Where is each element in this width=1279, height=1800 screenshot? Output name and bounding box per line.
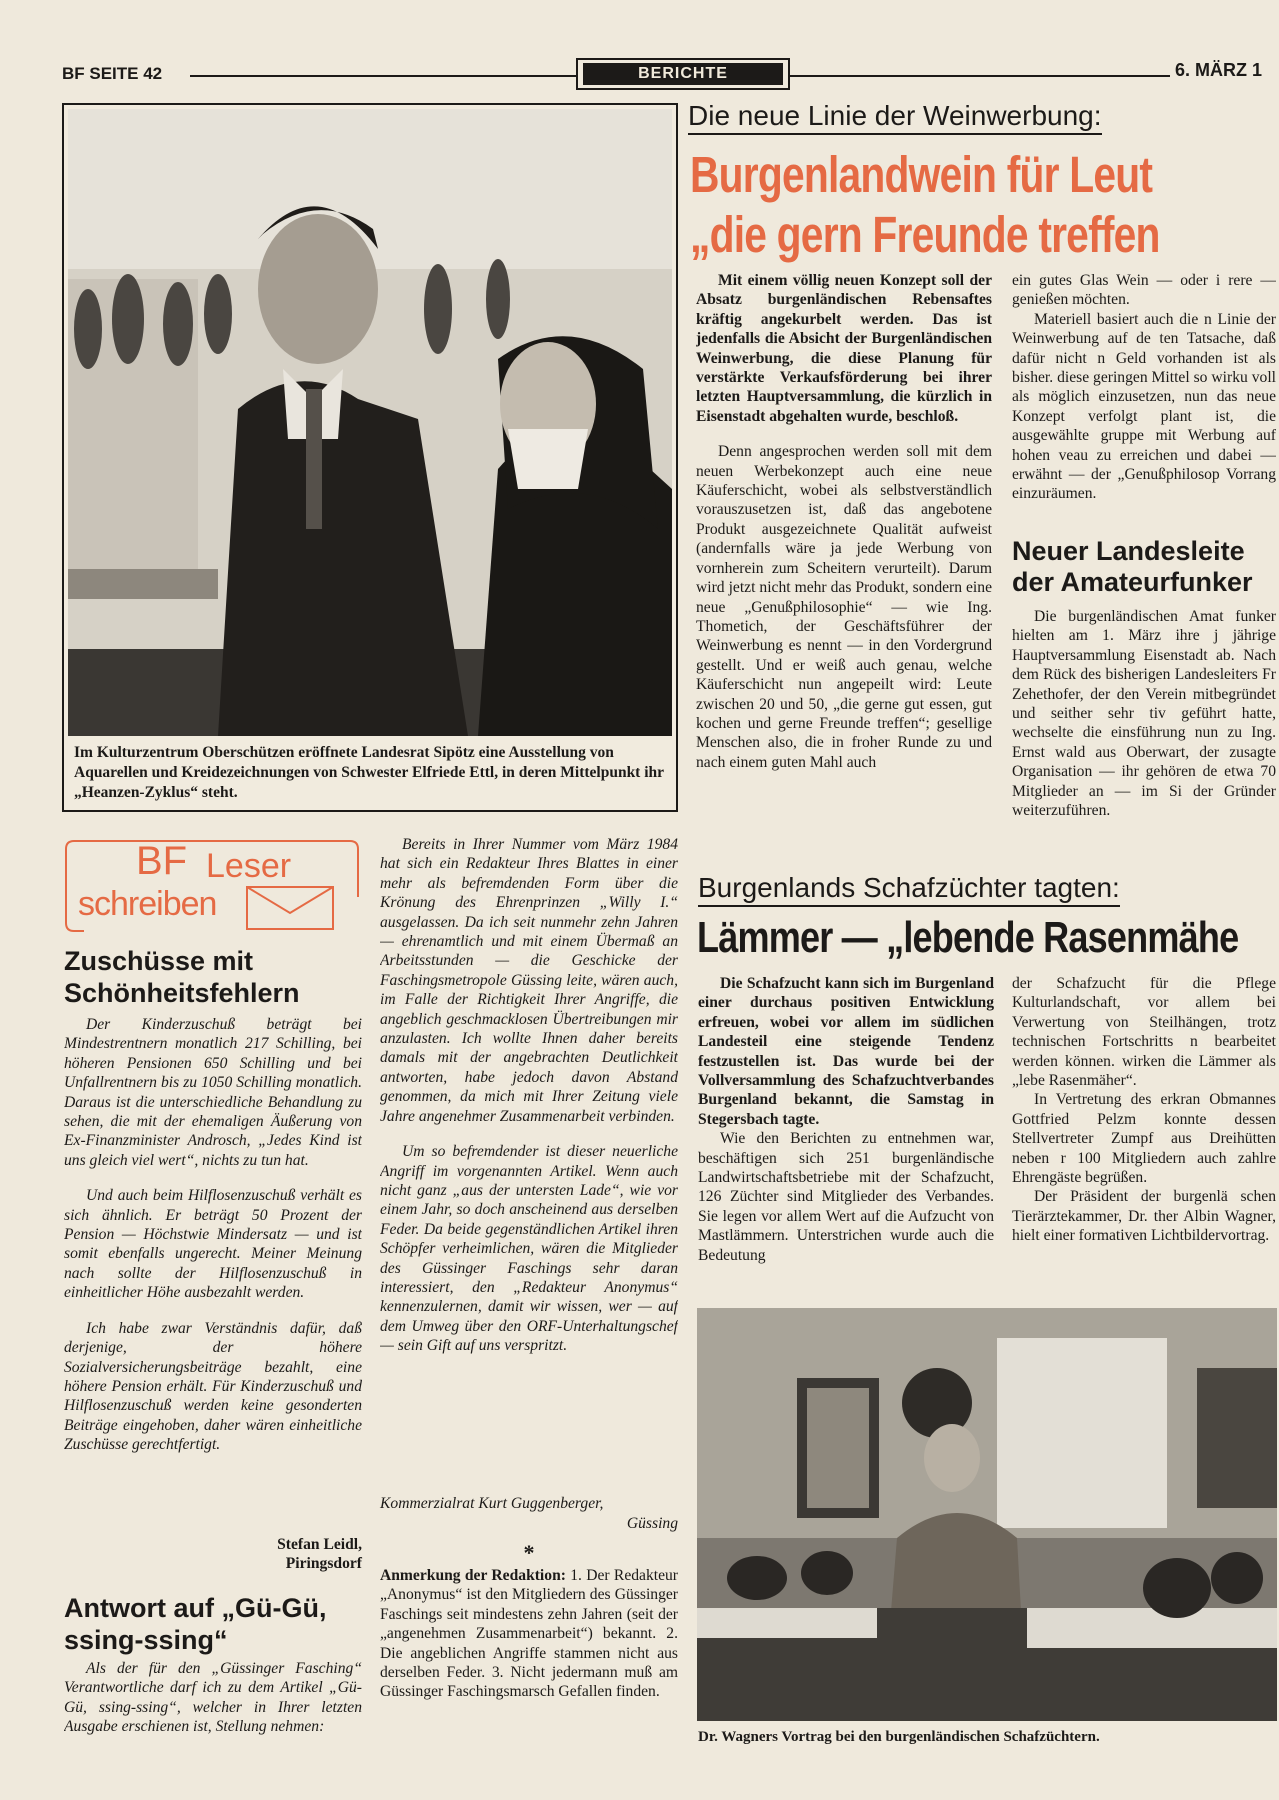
schaf-column-2: [1012, 974, 1276, 1290]
leser-headline-1: Zuschüsse mit Schönheitsfehlern: [64, 946, 300, 1008]
schaf-kicker: Burgenlands Schafzüchter tagten:: [698, 872, 1120, 907]
photo-schafzuechter-caption: Dr. Wagners Vortrag bei den burgenländischen Schafzüchtern.: [698, 1729, 1100, 1745]
leser-column-1b: [64, 1659, 362, 1759]
leser-schreiben-logo: [62, 837, 362, 935]
issue-date: 6. MÄRZ 1: [1175, 60, 1263, 80]
photo-schafzuechter-image: [697, 1308, 1277, 1721]
leser-sig-place: Piringsdorf: [285, 1555, 362, 1573]
wein-headline-line1: Burgenlandwein für Leut: [690, 146, 1153, 203]
redaktion-note: [380, 1566, 678, 1756]
photo-kulturzentrum-caption: Im Kulturzentrum Oberschützen eröffnete Landesrat Sipötz eine Ausstellung von Aquarellen und Kreidezeichnungen von Schwester Elfriede Ettl, in deren Mittelpunkt ihr „Heanzen-Zyklus“ steht.: [74, 744, 664, 801]
photo-schafzuechter: [697, 1308, 1277, 1721]
redaktion-note-text: 1. Der Redakteur „Anonymus“ ist den Mitgliedern des Güssinger Faschings seit mindestens zehn Jahren (seit der „angenehmen Zusammenarbeit“) bekannt. 2. Die angeblichen Angriffe stammen nicht aus derselben Feder. 3. Nicht jedermann muß am Güssinger Faschingsmarsch Gefallen finden.: [380, 1567, 678, 1701]
separator-star: *: [523, 1540, 535, 1565]
leser-p3: Ich habe zwar Verständnis dafür, daß derjenige, der höhere Sozialversicherungsbeiträge bezahlt, eine höhere Pension erhält. Für Kinderzuschuß und Hilflosenzuschuß werden keine gesonderten Beiträge eingehoben, daher wären einheitliche Zuschüsse gerechtfertigt.: [64, 1319, 362, 1454]
funker-headline-2: der Amateurfunker: [1012, 567, 1253, 597]
schaf-col2-a: der Schafzucht für die Pflege Kulturlandschaft, vor allem bei Verwertung von Steilhängen, trotz technischen Fortschritts n bearbeitet werden können. wirken die Lämmer als „lebe Rasenmäher“.: [1012, 975, 1276, 1090]
leser-sig-name: Stefan Leidl,: [277, 1536, 362, 1553]
photo-box-kulturzentrum: [62, 103, 678, 812]
photo-kulturzentrum-image: [68, 109, 672, 736]
leser-c2p2: Um so befremdender ist dieser neuerliche Angriff im vorgenannten Artikel. Wenn auch nicht ganz „aus der untersten Lade“, wie vor einem Jahr, so doch anscheinend aus derselben Feder. Da beide gegenständlichen Artikel ihren Schöpfer verheimlichen, wären die Mitglieder des Güssinger Faschings sehr daran interessiert, den „Redakteur Anonymus“ kennenzulernen, damit wir wissen, wer — auf dem Umweg über den ORF-Unterhaltungschef — sein Gift auf uns verspritzt.: [380, 1143, 678, 1355]
leser-p4: Als der für den „Güssinger Fasching“ Verantwortliche darf ich zu dem Artikel „Gü-Gü, ssing-ssing“, welcher in Ihrer letzten Ausgabe erschienen ist, Stellung nehmen:: [64, 1660, 362, 1736]
wein-col2-b: Materiell basiert auch die n Linie der Weinwerbung auf de ten Tatsache, daß dafür nicht n Geld vorhanden ist als bisher. diese geringen Mittel so wirku voll als möglich einzusetzen, nun das neue Konzept verfolgt plant ist, die ausgewählte gruppe mit Werbung auf hohen veau zu erreichen und dabei — erwähnt — der „Genußphilosop Vorrang einzuräumen.: [1012, 310, 1276, 503]
leser-signature-2: [380, 1494, 678, 1534]
leser-logo-bf: BF: [136, 839, 188, 883]
leser-logo-leser: Leser: [206, 847, 292, 885]
photo-kulturzentrum: [68, 109, 672, 736]
schaf-paragraph: Wie den Berichten zu entnehmen war, beschäftigen sich 251 burgenländische Landwirtschaftsbetriebe mit der Schafzucht, 126 Züchter sind Mitglieder des Verbandes. Sie legen vor allem Wert auf die Aufzucht von Mastlämmern. Unterstrichen wurde auch die Bedeutung: [698, 1130, 994, 1264]
leser-logo-schreiben: schreiben: [78, 885, 217, 923]
wein-headline-line2: „die gern Freunde treffen: [690, 206, 1160, 263]
schaf-column-1: [698, 974, 994, 1290]
leser-p2: Und auch beim Hilflosenzuschuß verhält es sich ähnlich. Er beträgt 50 Prozent der Pension — Höchstwie Mindersatz — und ist somit ebenfalls ungerecht. Meiner Meinung nach sollte der Hilflosenzuschuß in einheitlicher Höhe ausbezahlt werden.: [64, 1187, 362, 1302]
funker-body: Die burgenländischen Amat funker hielten am 1. März ihre j jährige Hauptversammlung Eisenstadt ab. Nach dem Rück des bisherigen Landesleiters Fr Zehethofer, der den Verein mitbegründet und seither sehr tiv geführt hatte, wechselte die einsführung nun zu Ing. Ernst wald aus Oberwart, der zusagte Organisation — ihr gehören de etwa 70 Mitglieder an — im Si der Gründer weiterzuführen.: [1012, 608, 1276, 820]
leser-headline-2: Antwort auf „Gü-Gü, ssing-ssing“: [64, 1593, 327, 1655]
wein-column-1: [696, 271, 992, 841]
leser-c2p1: Bereits in Ihrer Nummer vom März 1984 hat sich ein Redakteur Ihres Blattes in einer mehr als befremdenden Form über die Krönung des Ehrenprinzen „Willy I.“ ausgelassen. Da ich seit nunmehr zehn Jahren — ehrenamtlich und mit einem Übermaß an Arbeitsstunden — die Geschicke der Faschingsmetropole Güssing leite, wären auch, im Falle der Richtigkeit Ihrer Angriffe, die angeblich geschmacklosen Übertreibungen mir anzulasten. Ich wollte Ihnen daher bereits damals mit der angebrachten Deutlichkeit antworten, habe jedoch davon Abstand genommen, da mich mit Ihrer Zeitung viele Jahre angenehmer Zusammenarbeit verbinden.: [380, 836, 678, 1125]
leser-signature-1: [64, 1535, 362, 1574]
leser-sig3: Kommerzialrat Kurt Guggenberger,: [380, 1495, 604, 1512]
schaf-col2-b: In Vertretung des erkran Obmannes Gottfried Pelzm konnte dessen Stellvertreter Zumpf aus Dreihütten neben r 100 Mitgliedern auch zahlre Ehrengäste begrüßen.: [1012, 1091, 1276, 1187]
schaf-headline: Lämmer — „lebende Rasenmähe: [697, 913, 1239, 962]
leser-p1: Der Kinderzuschuß beträgt bei Mindestrentnern monatlich 217 Schilling, bei höheren Pensionen 650 Schilling und bei Unfallrentnern bis zu 1050 Schilling monatlich. Daraus ist die unterschiedliche Behandlung zu sehen, die mit der ehemaligen Äußerung von Ex-Finanzminister Androsch, „Jedes Kind ist uns gleich viel wert“, nichts zu tun hat.: [64, 1016, 362, 1169]
wein-column-2: [1012, 271, 1276, 523]
section-rubric: [576, 58, 790, 90]
wein-lead: Mit einem völlig neuen Konzept soll der Absatz burgenländischen Rebensaftes kräftig angekurbelt werden. Das ist jedenfalls die Absicht der Burgenländischen Weinwerbung, die diese Planung für verstärkte Verkaufsförderung bei ihrer letzten Hauptversammlung, die kürzlich in Eisenstadt abgehalten wurde, beschloß.: [696, 272, 992, 425]
leser-column-1: [64, 1015, 362, 1541]
header-rule-left: [190, 75, 576, 77]
wein-col2-a: ein gutes Glas Wein — oder i rere — genießen möchten.: [1012, 272, 1276, 309]
funker-body-column: [1012, 607, 1276, 843]
leser-sig4: Güssing: [626, 1515, 678, 1532]
header-rule-right: [790, 75, 1170, 77]
section-rubric-label: BERICHTE: [583, 63, 783, 85]
page-number: BF SEITE 42: [62, 64, 163, 83]
wein-kicker: Die neue Linie der Weinwerbung:: [688, 100, 1102, 135]
schaf-col2-c: Der Präsident der burgenlä schen Tierärztekammer, Dr. ther Albin Wagner, hielt einer formativen Lichtbildervortrag.: [1012, 1188, 1276, 1245]
schaf-lead: Die Schafzucht kann sich im Burgenland einer durchaus positiven Entwicklung erfreuen, wobei vor allem im südlichen Landesteil eine steigende Tendenz festzustellen ist. Das wurde bei der Vollversammlung des Schafzuchtverbandes Burgenland bekannt, die Samstag in Stegersbach tagte.: [698, 975, 994, 1128]
wein-paragraph: Denn angesprochen werden soll mit dem neuen Werbekonzept auch eine neue Käuferschicht, wobei als selbstverständlich vorauszusetzen ist, daß das angebotene Produkt ausgezeichnete Qualität aufweist (andernfalls wäre ja jede Werbung von vornherein zum Scheitern verurteilt). Darum wird jetzt nicht mehr das Produkt, sondern eine neue „Genußphilosophie“ — wie Ing. Thometich, der Geschäftsführer der Weinwerbung es nennt — in den Vordergrund gestellt. Und er weiß auch genau, welche Käuferschicht nun angepeilt wird: Leute zwischen 20 und 50, „die gerne gut essen, gut kochen und gerne Freunde treffen“; gesellige Menschen also, die in froher Runde zu und nach einem guten Mahl auch: [696, 443, 992, 771]
redaktion-note-label: Anmerkung der Redaktion:: [380, 1567, 566, 1584]
funker-headline-1: Neuer Landesleite: [1012, 536, 1245, 566]
leser-column-2: [380, 835, 678, 1397]
